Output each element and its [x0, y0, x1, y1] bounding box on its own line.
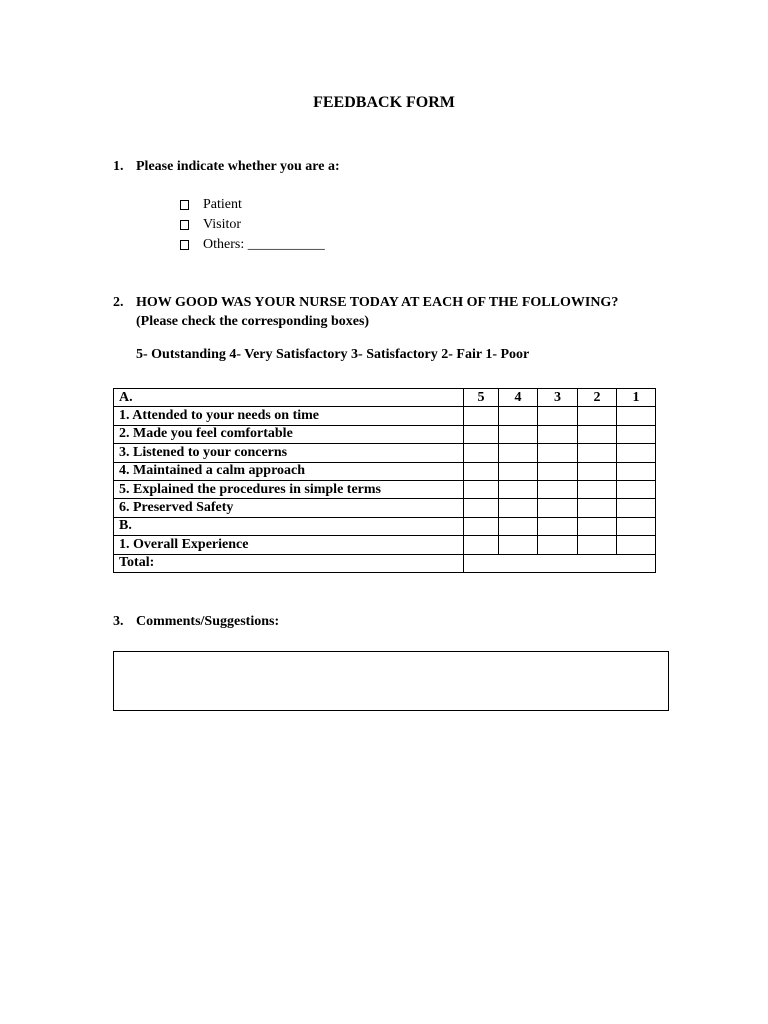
rating-cell-5[interactable] [464, 444, 499, 462]
option-patient[interactable] [180, 195, 325, 215]
rating-cell-4[interactable] [499, 480, 538, 498]
table-row [114, 462, 656, 480]
rating-cell-4[interactable] [499, 462, 538, 480]
visitor-checkbox[interactable] [180, 220, 189, 230]
question-2 [113, 293, 618, 331]
rating-cell-2[interactable] [578, 480, 617, 498]
rating-cell-5[interactable] [464, 499, 499, 517]
rating-cell-4[interactable] [499, 536, 538, 554]
rating-cell-3[interactable] [538, 407, 578, 425]
rating-cell-1[interactable] [617, 425, 656, 443]
question-3 [113, 612, 279, 631]
rating-cell-2[interactable] [578, 536, 617, 554]
criterion-label: 1. Attended to your needs on time [114, 407, 464, 425]
rating-cell-4[interactable] [499, 407, 538, 425]
rating-cell-1 [617, 517, 656, 535]
rating-cell-2 [578, 517, 617, 535]
rating-cell-5 [464, 517, 499, 535]
option-visitor-label: Visitor [203, 217, 242, 232]
section-b-row [114, 517, 656, 535]
table-row [114, 407, 656, 425]
comments-input-box[interactable] [113, 651, 669, 711]
table-header-row [114, 389, 656, 407]
rating-cell-4[interactable] [499, 444, 538, 462]
rating-cell-1[interactable] [617, 480, 656, 498]
criterion-label: 4. Maintained a calm approach [114, 462, 464, 480]
table-row [114, 480, 656, 498]
rating-cell-5[interactable] [464, 407, 499, 425]
others-checkbox[interactable] [180, 240, 189, 250]
table-row [114, 444, 656, 462]
criterion-label: 2. Made you feel comfortable [114, 425, 464, 443]
question-1 [113, 157, 340, 176]
rating-cell-3 [538, 517, 578, 535]
header-score-2: 2 [578, 389, 617, 407]
rating-cell-4[interactable] [499, 499, 538, 517]
option-others-label: Others: ___________ [203, 237, 325, 252]
section-a-label: A. [114, 389, 464, 407]
total-label: Total: [114, 554, 464, 572]
criterion-label: 1. Overall Experience [114, 536, 464, 554]
rating-scale-legend: 5- Outstanding 4- Very Satisfactory 3- Satisfactory 2- Fair 1- Poor [136, 347, 530, 362]
rating-cell-3[interactable] [538, 444, 578, 462]
rating-cell-1[interactable] [617, 536, 656, 554]
question-1-text: Please indicate whether you are a: [136, 159, 340, 174]
rating-cell-3[interactable] [538, 425, 578, 443]
rating-table [113, 388, 656, 573]
patient-checkbox[interactable] [180, 200, 189, 210]
rating-cell-1[interactable] [617, 407, 656, 425]
rating-cell-3[interactable] [538, 480, 578, 498]
question-2-instructions: (Please check the corresponding boxes) [136, 314, 370, 329]
question-2-text: HOW GOOD WAS YOUR NURSE TODAY AT EACH OF THE FOLLOWING? [136, 295, 619, 310]
question-3-number: 3. [113, 614, 124, 629]
header-score-4: 4 [499, 389, 538, 407]
rating-cell-1[interactable] [617, 462, 656, 480]
criterion-label: 6. Preserved Safety [114, 499, 464, 517]
rating-cell-4 [499, 517, 538, 535]
rating-cell-2[interactable] [578, 499, 617, 517]
rating-cell-5[interactable] [464, 480, 499, 498]
criterion-label: 3. Listened to your concerns [114, 444, 464, 462]
rating-cell-2[interactable] [578, 407, 617, 425]
rating-cell-3[interactable] [538, 499, 578, 517]
rating-cell-3[interactable] [538, 462, 578, 480]
option-others[interactable] [180, 235, 325, 255]
rating-cell-2[interactable] [578, 444, 617, 462]
rating-cell-5[interactable] [464, 536, 499, 554]
table-row [114, 425, 656, 443]
table-row [114, 499, 656, 517]
total-row [114, 554, 656, 572]
rating-cell-5[interactable] [464, 425, 499, 443]
criterion-label: 5. Explained the procedures in simple terms [114, 480, 464, 498]
rating-cell-3[interactable] [538, 536, 578, 554]
total-value-cell[interactable] [464, 554, 656, 572]
page-title: FEEDBACK FORM [313, 94, 455, 111]
header-score-3: 3 [538, 389, 578, 407]
question-3-text: Comments/Suggestions: [136, 614, 280, 629]
section-b-label: B. [114, 517, 464, 535]
header-score-5: 5 [464, 389, 499, 407]
respondent-type-options [180, 195, 325, 255]
rating-cell-2[interactable] [578, 425, 617, 443]
table-row [114, 536, 656, 554]
question-1-number: 1. [113, 159, 124, 174]
option-patient-label: Patient [203, 197, 242, 212]
rating-cell-2[interactable] [578, 462, 617, 480]
rating-cell-5[interactable] [464, 462, 499, 480]
question-2-number: 2. [113, 295, 124, 310]
option-visitor[interactable] [180, 215, 325, 235]
rating-cell-4[interactable] [499, 425, 538, 443]
rating-cell-1[interactable] [617, 499, 656, 517]
rating-cell-1[interactable] [617, 444, 656, 462]
header-score-1: 1 [617, 389, 656, 407]
